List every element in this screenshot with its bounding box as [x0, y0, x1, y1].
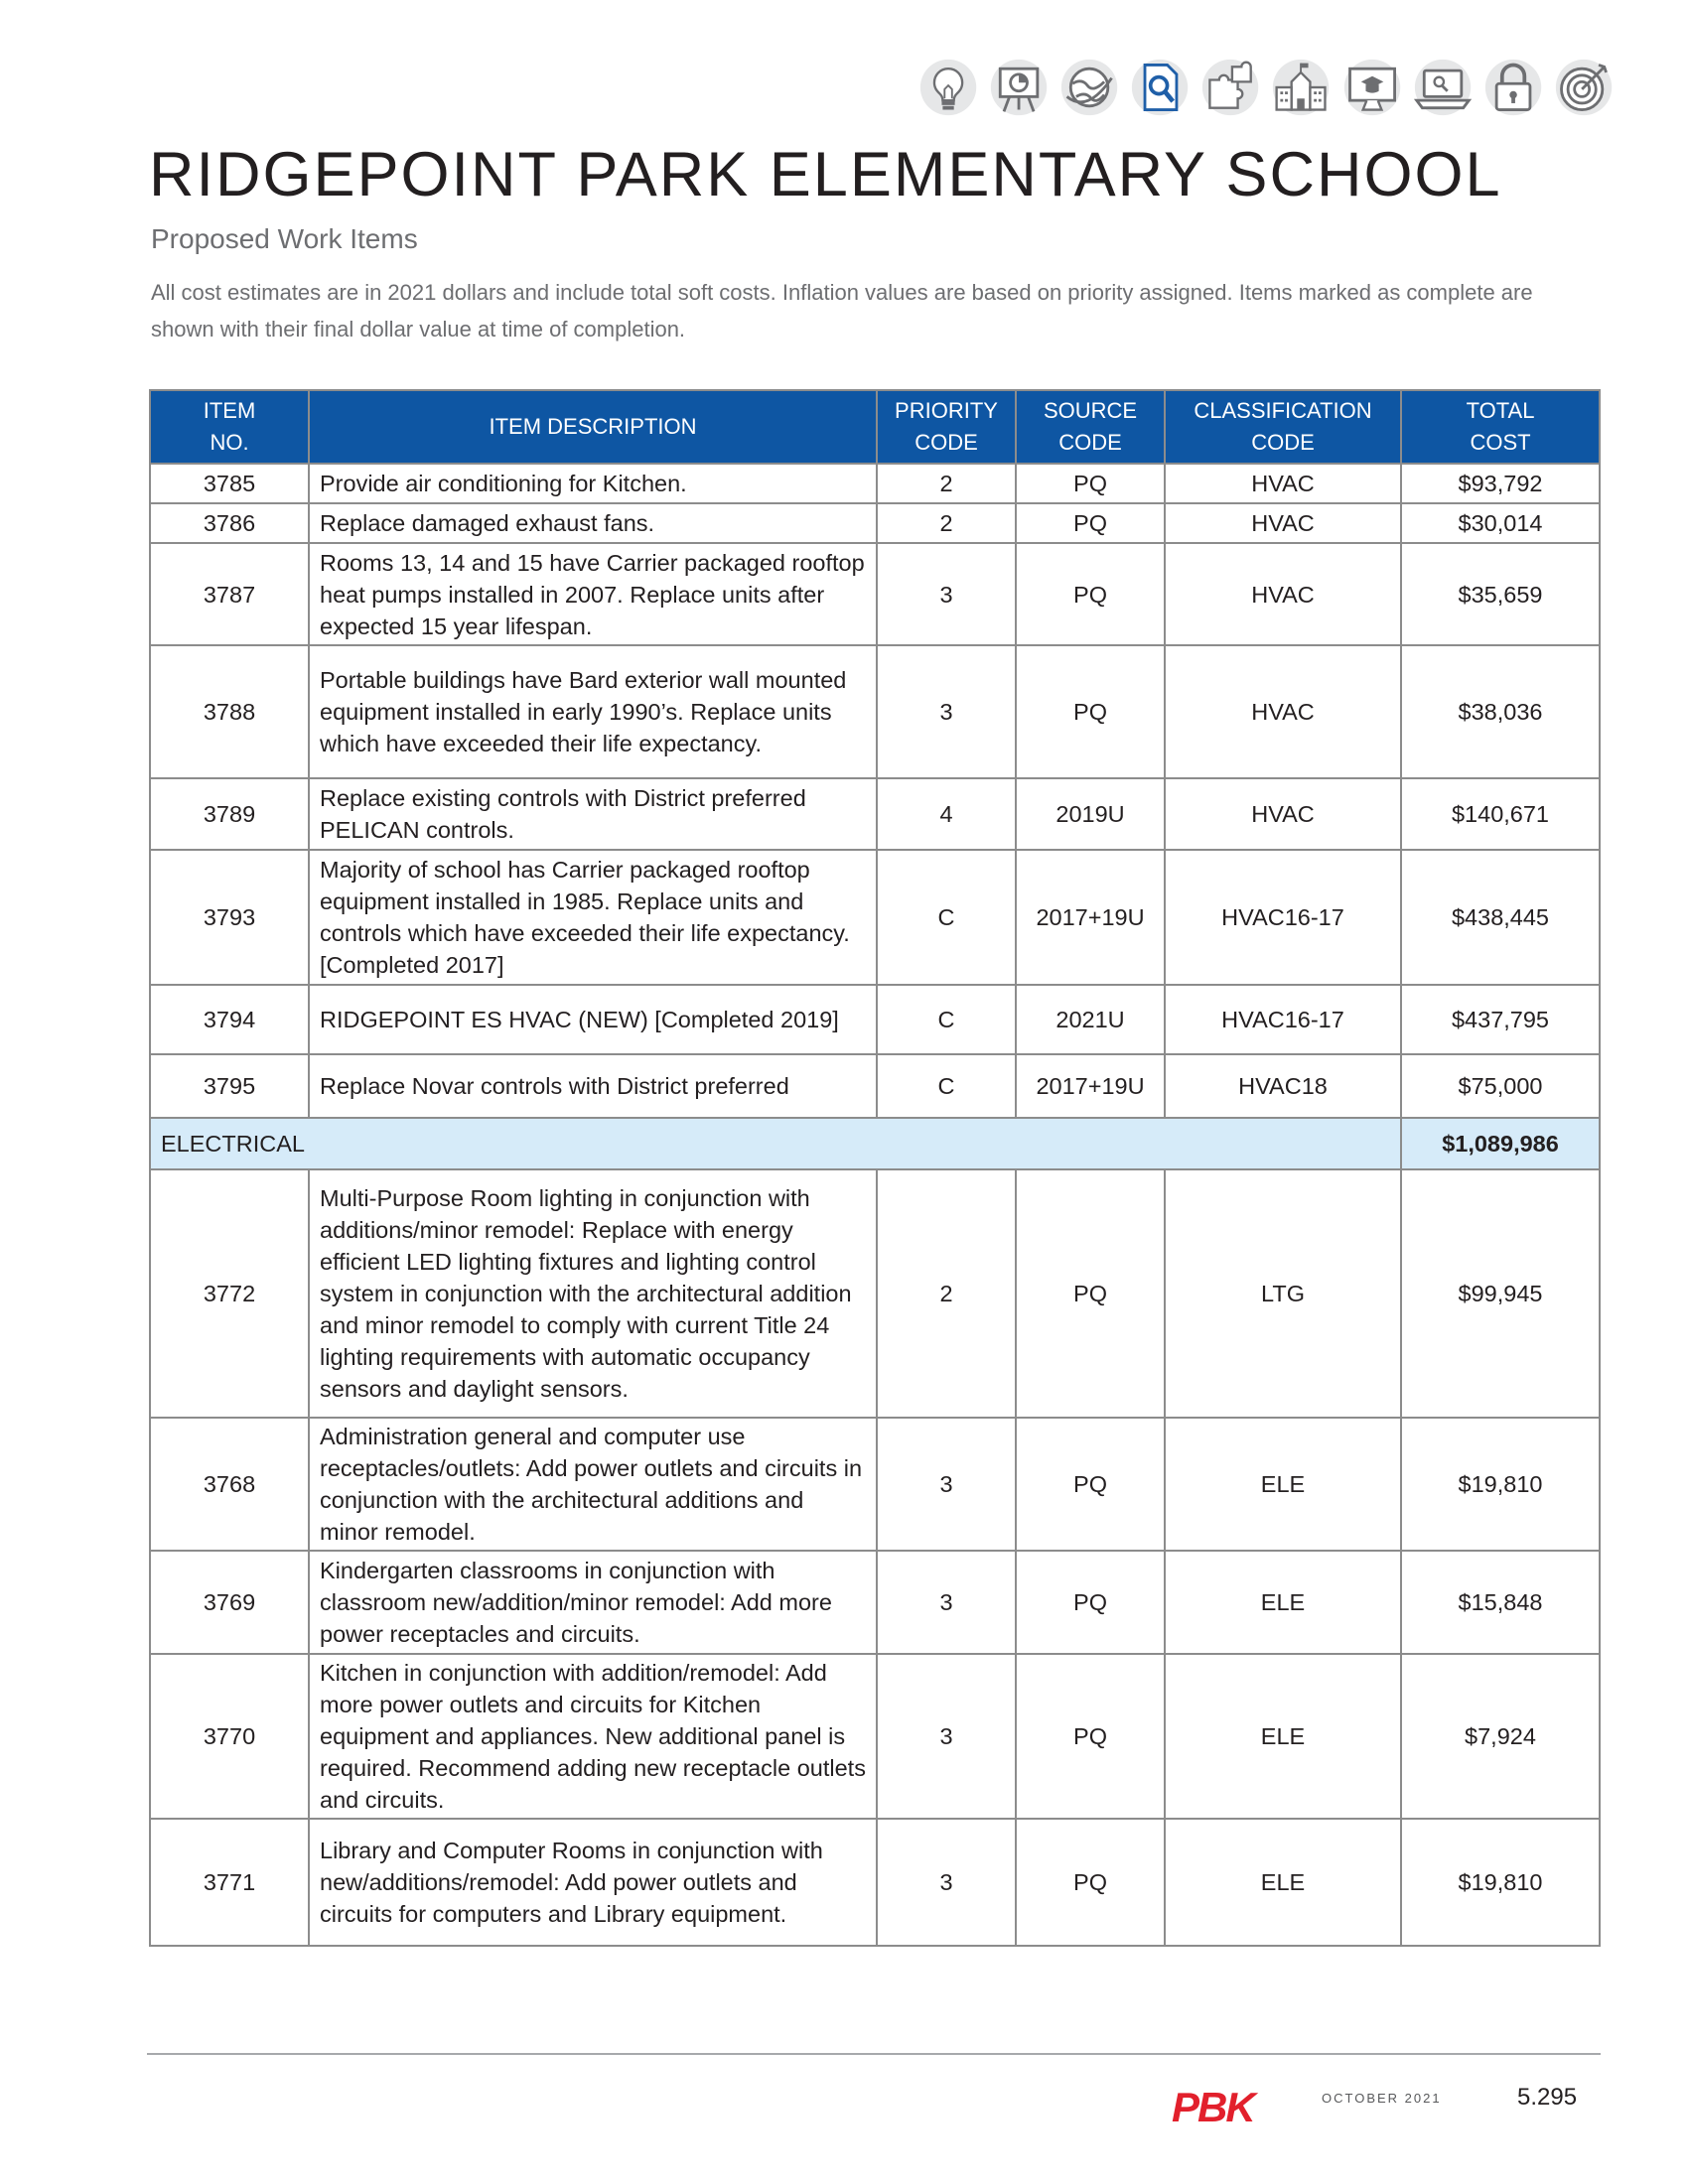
- classification-code: HVAC: [1165, 645, 1401, 778]
- item-no: 3795: [150, 1054, 309, 1118]
- school-building-icon: [1271, 56, 1331, 119]
- priority-code: C: [877, 1054, 1016, 1118]
- page-subtitle: Proposed Work Items: [151, 223, 418, 254]
- item-description: Provide air conditioning for Kitchen.: [309, 464, 877, 503]
- table-row: [150, 1054, 1600, 1118]
- total-cost: $7,924: [1401, 1654, 1600, 1819]
- magnifier-document-icon: [1130, 56, 1190, 119]
- section-label: ELECTRICAL: [150, 1118, 1401, 1169]
- source-code: PQ: [1016, 1654, 1165, 1819]
- total-cost: $75,000: [1401, 1054, 1600, 1118]
- table-header-row: [150, 390, 1600, 464]
- table-row: [150, 1418, 1600, 1551]
- item-no: 3787: [150, 543, 309, 645]
- item-description: Portable buildings have Bard exterior wall mounted equipment installed in early 1990’s. Replace units which have exceeded their life expectancy.: [309, 645, 877, 778]
- table-row: [150, 985, 1600, 1054]
- total-cost: $38,036: [1401, 645, 1600, 778]
- header-source-code: SOURCE CODE: [1016, 390, 1165, 464]
- total-cost: $99,945: [1401, 1169, 1600, 1418]
- table-row: [150, 850, 1600, 985]
- item-description: Administration general and computer use receptacles/outlets: Add power outlets and circuits in conjunction with the architectural additions and minor remodel.: [309, 1418, 877, 1551]
- item-no: 3769: [150, 1551, 309, 1654]
- presentation-board-icon: [989, 56, 1049, 119]
- source-code: PQ: [1016, 1819, 1165, 1946]
- page-title: RIDGEPOINT PARK ELEMENTARY SCHOOL: [149, 140, 1502, 209]
- total-cost: $19,810: [1401, 1819, 1600, 1946]
- item-description: Majority of school has Carrier packaged rooftop equipment installed in 1985. Replace units and controls which have exceeded their life expectancy. [Completed 2017]: [309, 850, 877, 985]
- total-cost: $15,848: [1401, 1551, 1600, 1654]
- item-description: Replace existing controls with District preferred PELICAN controls.: [309, 778, 877, 850]
- target-icon: [1554, 56, 1614, 119]
- item-no: 3789: [150, 778, 309, 850]
- table-row: [150, 778, 1600, 850]
- item-description: Replace Novar controls with District preferred: [309, 1054, 877, 1118]
- item-no: 3771: [150, 1819, 309, 1946]
- item-no: 3768: [150, 1418, 309, 1551]
- classification-code: ELE: [1165, 1654, 1401, 1819]
- source-code: PQ: [1016, 543, 1165, 645]
- header-icon-strip: [918, 52, 1614, 123]
- source-code: PQ: [1016, 645, 1165, 778]
- priority-code: 3: [877, 1551, 1016, 1654]
- header-total-cost: TOTAL COST: [1401, 390, 1600, 464]
- total-cost: $140,671: [1401, 778, 1600, 850]
- item-no: 3785: [150, 464, 309, 503]
- monitor-graduation-icon: [1342, 56, 1402, 119]
- intro-paragraph: All cost estimates are in 2021 dollars and include total soft costs. Inflation values are based on priority assigned. Items marked as complete are shown with their final dollar value at time of completion.: [151, 280, 1533, 341]
- table-row: [150, 1819, 1600, 1946]
- priority-code: 3: [877, 1418, 1016, 1551]
- lightbulb-icon: [918, 56, 978, 119]
- classification-code: HVAC18: [1165, 1054, 1401, 1118]
- page-number: 5.295: [1517, 2084, 1578, 2111]
- total-cost: $438,445: [1401, 850, 1600, 985]
- item-description: Kindergarten classrooms in conjunction with classroom new/addition/minor remodel: Add more power receptacles and circuits.: [309, 1551, 877, 1654]
- item-no: 3786: [150, 503, 309, 543]
- priority-code: 4: [877, 778, 1016, 850]
- source-code: 2017+19U: [1016, 1054, 1165, 1118]
- classification-code: HVAC: [1165, 778, 1401, 850]
- total-cost: $437,795: [1401, 985, 1600, 1054]
- priority-code: 2: [877, 503, 1016, 543]
- source-code: 2019U: [1016, 778, 1165, 850]
- total-cost: $35,659: [1401, 543, 1600, 645]
- padlock-icon: [1483, 56, 1543, 119]
- puzzle-pieces-icon: [1200, 56, 1260, 119]
- source-code: PQ: [1016, 1169, 1165, 1418]
- item-description: Kitchen in conjunction with addition/remodel: Add more power outlets and circuits for Kitchen equipment and appliances. New additional panel is required. Recommend adding new receptacle outlets and circuits.: [309, 1654, 877, 1819]
- table-row: [150, 1654, 1600, 1819]
- priority-code: 3: [877, 543, 1016, 645]
- header-classification-code: CLASSIFICATION CODE: [1165, 390, 1401, 464]
- classification-code: LTG: [1165, 1169, 1401, 1418]
- total-cost: $19,810: [1401, 1418, 1600, 1551]
- source-code: PQ: [1016, 1418, 1165, 1551]
- pbk-logo-text: PBK: [1172, 2086, 1254, 2127]
- classification-code: HVAC16-17: [1165, 850, 1401, 985]
- classification-code: HVAC16-17: [1165, 985, 1401, 1054]
- item-no: 3788: [150, 645, 309, 778]
- priority-code: C: [877, 850, 1016, 985]
- priority-code: 3: [877, 645, 1016, 778]
- source-code: 2021U: [1016, 985, 1165, 1054]
- table-row: [150, 1169, 1600, 1418]
- item-description: Library and Computer Rooms in conjunction with new/additions/remodel: Add power outlets and circuits for computers and Library equipment.: [309, 1819, 877, 1946]
- classification-code: HVAC: [1165, 503, 1401, 543]
- item-description: Replace damaged exhaust fans.: [309, 503, 877, 543]
- header-item-no: ITEM NO.: [150, 390, 309, 464]
- classification-code: ELE: [1165, 1418, 1401, 1551]
- work-items-table: [149, 389, 1601, 1947]
- table-row: [150, 503, 1600, 543]
- table-row: [150, 645, 1600, 778]
- classification-code: HVAC: [1165, 464, 1401, 503]
- priority-code: 2: [877, 464, 1016, 503]
- header-priority-code: PRIORITY CODE: [877, 390, 1016, 464]
- footer-divider: [147, 2053, 1601, 2055]
- laptop-icon: [1413, 56, 1473, 119]
- classification-code: ELE: [1165, 1819, 1401, 1946]
- table-row: [150, 1551, 1600, 1654]
- total-cost: $93,792: [1401, 464, 1600, 503]
- source-code: PQ: [1016, 503, 1165, 543]
- item-no: 3770: [150, 1654, 309, 1819]
- source-code: 2017+19U: [1016, 850, 1165, 985]
- item-description: RIDGEPOINT ES HVAC (NEW) [Completed 2019]: [309, 985, 877, 1054]
- section-total: $1,089,986: [1401, 1118, 1600, 1169]
- globe-icon: [1059, 56, 1119, 119]
- pbk-logo: [1170, 2086, 1273, 2127]
- source-code: PQ: [1016, 1551, 1165, 1654]
- item-no: 3793: [150, 850, 309, 985]
- table-row: [150, 464, 1600, 503]
- item-description: Multi-Purpose Room lighting in conjunction with additions/minor remodel: Replace with energy efficient LED lighting fixtures and lighting control system in conjunction with the architectural addition and minor remodel to comply with current Title 24 lighting requirements with automatic occupancy sensors and daylight sensors.: [309, 1169, 877, 1418]
- header-item-description: ITEM DESCRIPTION: [309, 390, 877, 464]
- item-no: 3772: [150, 1169, 309, 1418]
- classification-code: HVAC: [1165, 543, 1401, 645]
- table-row: [150, 543, 1600, 645]
- priority-code: 3: [877, 1654, 1016, 1819]
- priority-code: 3: [877, 1819, 1016, 1946]
- item-description: Rooms 13, 14 and 15 have Carrier packaged rooftop heat pumps installed in 2007. Replace units after expected 15 year lifespan.: [309, 543, 877, 645]
- classification-code: ELE: [1165, 1551, 1401, 1654]
- priority-code: C: [877, 985, 1016, 1054]
- section-row-electrical: [150, 1118, 1600, 1169]
- total-cost: $30,014: [1401, 503, 1600, 543]
- priority-code: 2: [877, 1169, 1016, 1418]
- item-no: 3794: [150, 985, 309, 1054]
- footer-date: OCTOBER 2021: [1322, 2091, 1442, 2106]
- source-code: PQ: [1016, 464, 1165, 503]
